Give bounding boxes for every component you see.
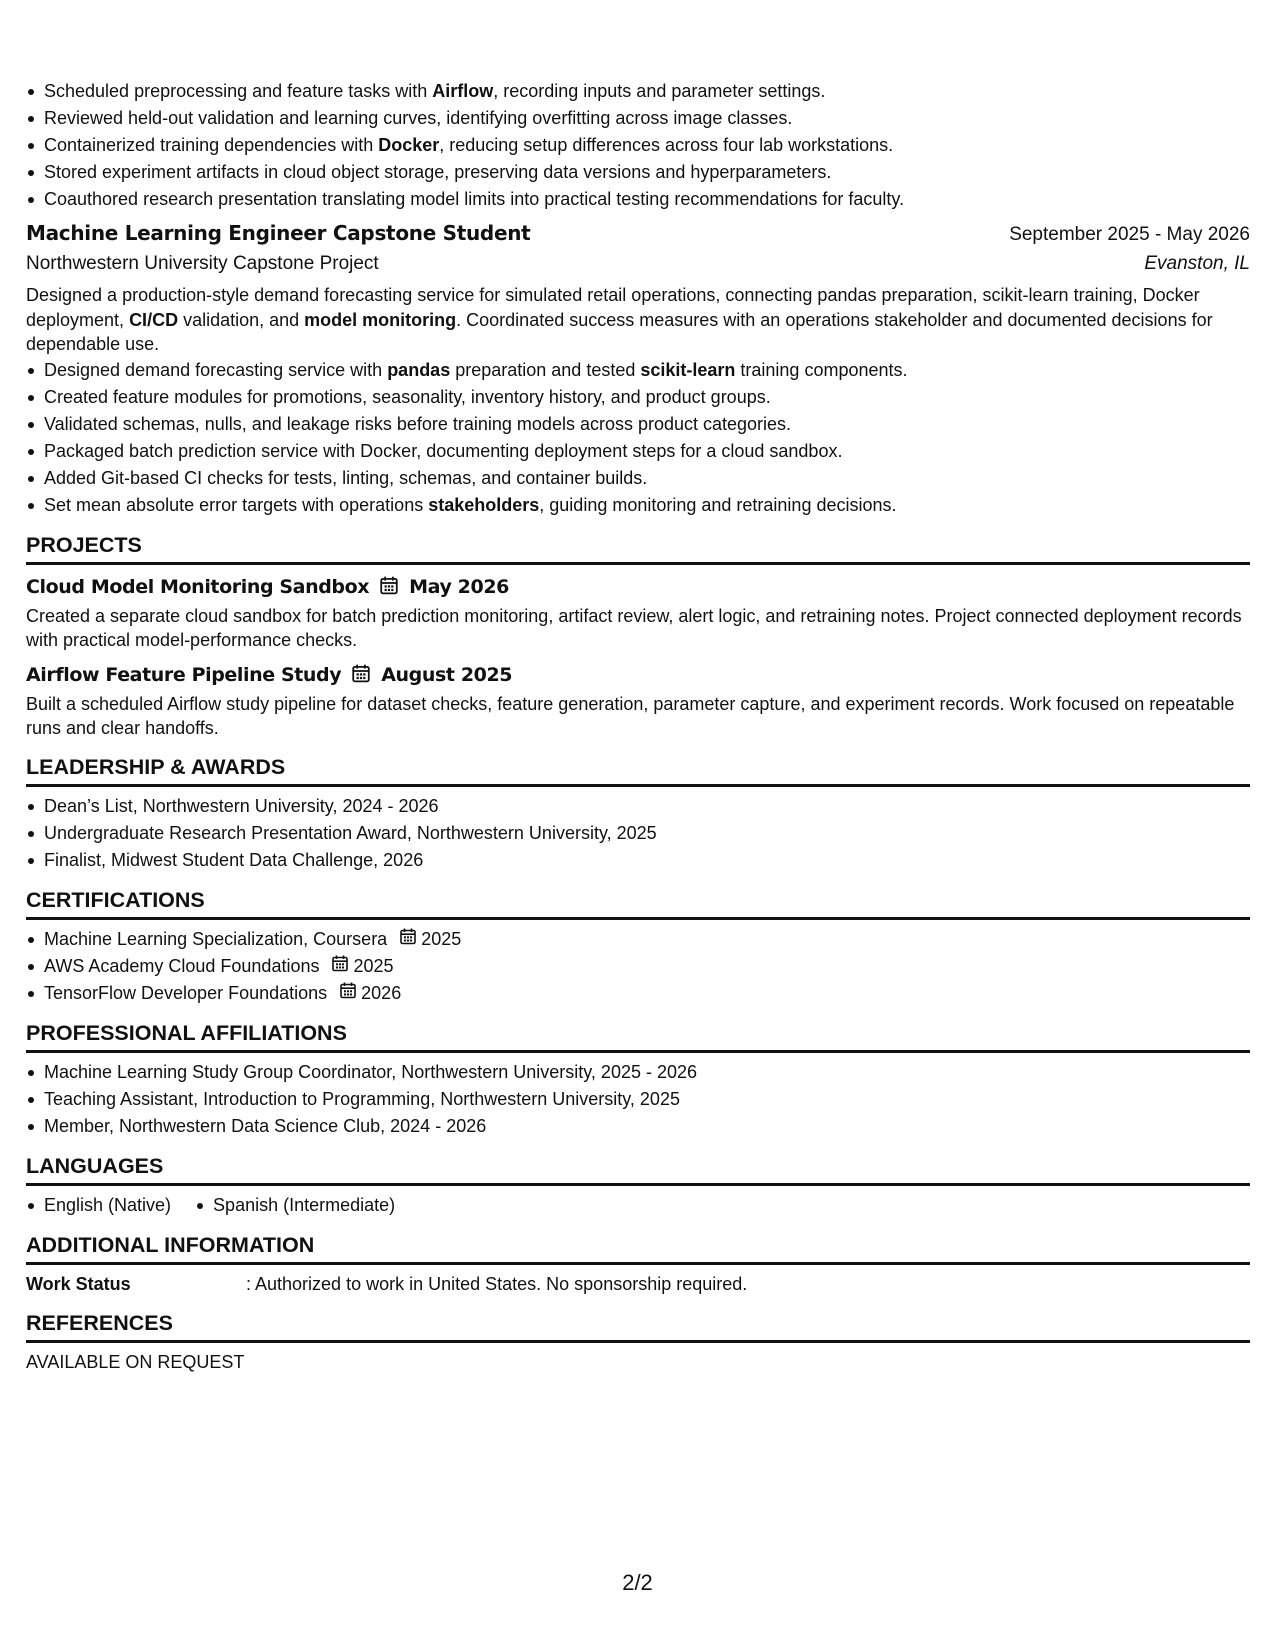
project-title: Cloud Model Monitoring Sandbox (26, 576, 370, 598)
job-subheader (26, 253, 1250, 275)
list-item: Reviewed held-out validation and learning curves, identifying overfitting across image classes. (26, 105, 1250, 132)
award-item: Dean’s List, Northwestern University, 2024 - 2026 (26, 793, 1250, 820)
section-title-affiliations: PROFESSIONAL AFFILIATIONS (26, 1021, 1250, 1053)
project-date: May 2026 (409, 576, 509, 598)
list-item: Added Git-based CI checks for tests, linting, schemas, and container builds. (26, 465, 1250, 492)
list-item: Packaged batch prediction service with Docker, documenting deployment steps for a cloud sandbox. (26, 438, 1250, 465)
work-status-label: Work Status (26, 1273, 131, 1294)
language-item: English (Native) (26, 1192, 171, 1219)
bold-keyword: pandas (387, 359, 451, 380)
list-item: Created feature modules for promotions, seasonality, inventory history, and product groups. (26, 384, 1250, 411)
leadership-list (26, 793, 1250, 874)
calendar-icon (379, 575, 399, 600)
list-item: Stored experiment artifacts in cloud object storage, preserving data versions and hyperparameters. (26, 159, 1250, 186)
project-date: August 2025 (381, 664, 513, 686)
certification-year: 2025 (421, 928, 462, 949)
list-item: Coauthored research presentation translating model limits into practical testing recommendations for faculty. (26, 186, 1250, 213)
calendar-icon (339, 980, 357, 1007)
project-title: Airflow Feature Pipeline Study (26, 664, 342, 686)
references-text: AVAILABLE ON REQUEST (26, 1351, 245, 1372)
section-title-additional-info: ADDITIONAL INFORMATION (26, 1233, 1250, 1265)
affiliations-list (26, 1059, 1250, 1140)
section-title-languages: LANGUAGES (26, 1154, 1250, 1186)
page-number: 2/2 (622, 1570, 653, 1595)
bold-keyword: stakeholders (428, 494, 540, 515)
certification-year: 2025 (353, 955, 394, 976)
resume-page (26, 78, 1250, 1375)
list-item: Containerized training dependencies with Docker, reducing setup differences across four lab workstations. (26, 132, 1250, 159)
affiliation-item: Machine Learning Study Group Coordinator, Northwestern University, 2025 - 2026 (26, 1059, 1250, 1086)
projects-list (26, 575, 1250, 741)
affiliation-item: Member, Northwestern Data Science Club, 2024 - 2026 (26, 1113, 1250, 1140)
section-title-projects: PROJECTS (26, 533, 1250, 565)
bold-keyword: model monitoring (304, 309, 457, 330)
certification-item (26, 980, 1250, 1007)
certification-name: AWS Academy Cloud Foundations (44, 955, 320, 976)
list-item: Set mean absolute error targets with operations stakeholders, guiding monitoring and retraining decisions. (26, 492, 1250, 519)
experience-bullets-continued (26, 78, 1250, 213)
language-item: Spanish (Intermediate) (195, 1192, 395, 1219)
project-description: Created a separate cloud sandbox for batch prediction monitoring, artifact review, alert logic, and retraining notes. Project connected deployment records with practical model-performance checks. (26, 605, 1242, 650)
job-location: Evanston, IL (1144, 253, 1250, 274)
affiliation-item: Teaching Assistant, Introduction to Programming, Northwestern University, 2025 (26, 1086, 1250, 1113)
project-header (26, 575, 1250, 600)
section-title-certifications: CERTIFICATIONS (26, 888, 1250, 920)
certification-year: 2026 (361, 982, 402, 1003)
list-item: Designed demand forecasting service with pandas preparation and tested scikit-learn training components. (26, 357, 1250, 384)
award-item: Undergraduate Research Presentation Award, Northwestern University, 2025 (26, 820, 1250, 847)
certification-name: Machine Learning Specialization, Coursera (44, 928, 388, 949)
section-title-references: REFERENCES (26, 1311, 1250, 1343)
project-header (26, 663, 1250, 688)
project-description: Built a scheduled Airflow study pipeline for dataset checks, feature generation, parameter capture, and experiment records. Work focused on repeatable runs and clear handoffs. (26, 693, 1235, 738)
calendar-icon (331, 953, 349, 980)
job-title: Machine Learning Engineer Capstone Student (26, 221, 531, 245)
calendar-icon (399, 926, 417, 953)
job-bullets (26, 357, 1250, 519)
bold-keyword: CI/CD (129, 309, 179, 330)
list-item: Scheduled preprocessing and feature tasks with Airflow, recording inputs and parameter settings. (26, 78, 1250, 105)
languages-list (26, 1192, 1250, 1219)
work-status-row (26, 1271, 1250, 1297)
job-description: Designed a production-style demand forecasting service for simulated retail operations, connecting pandas preparation, scikit-learn training, Docker deployment, CI/CD validation, and model monitoring. Coordinated success measures with an operations stakeholder and documented decisions for dependable use. (26, 285, 1213, 354)
bold-keyword: scikit-learn (640, 359, 736, 380)
section-title-leadership: LEADERSHIP & AWARDS (26, 755, 1250, 787)
award-item: Finalist, Midwest Student Data Challenge, 2026 (26, 847, 1250, 874)
work-status-value: : Authorized to work in United States. No sponsorship required. (246, 1273, 748, 1294)
job-dates: September 2025 - May 2026 (1009, 224, 1250, 245)
job-header (26, 221, 1250, 246)
certification-item (26, 926, 1250, 953)
list-item: Validated schemas, nulls, and leakage risks before training models across product categories. (26, 411, 1250, 438)
bold-keyword: Airflow (432, 81, 494, 101)
calendar-icon (351, 663, 371, 688)
certifications-list (26, 926, 1250, 1007)
certification-name: TensorFlow Developer Foundations (44, 982, 328, 1003)
certification-item (26, 953, 1250, 980)
job-organization: Northwestern University Capstone Project (26, 253, 379, 274)
bold-keyword: Docker (378, 135, 440, 155)
